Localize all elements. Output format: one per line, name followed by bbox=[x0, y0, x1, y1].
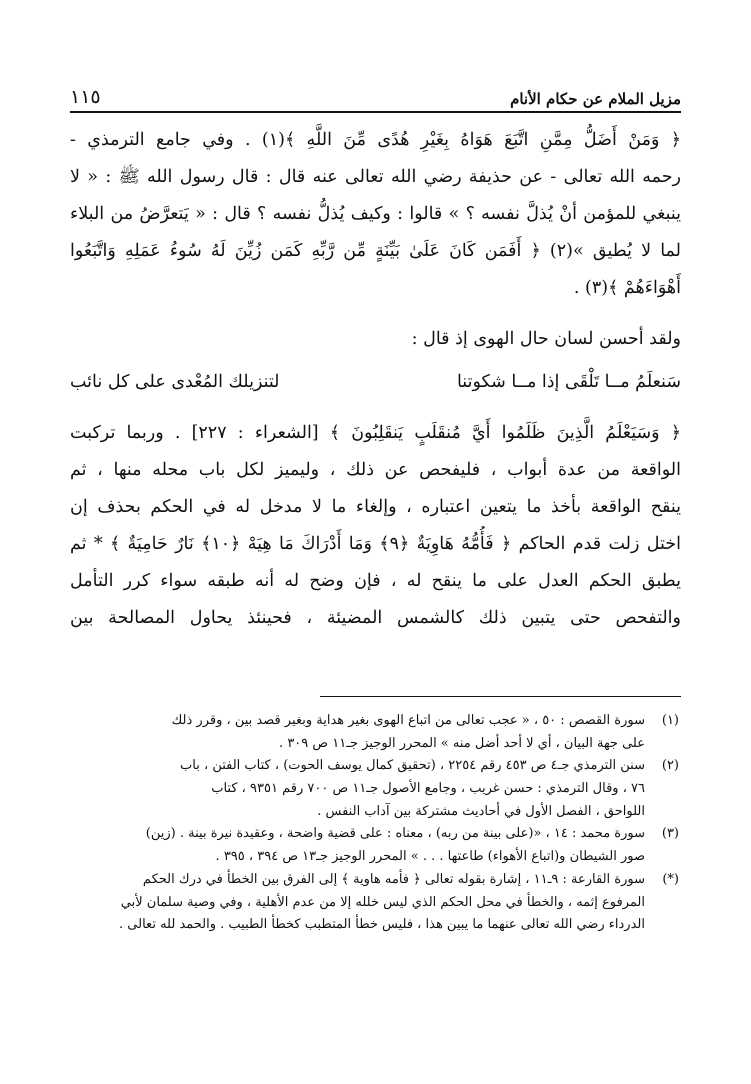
footnote bbox=[70, 755, 679, 823]
text-line: لما لا يُطيق »(٢) ﴿ أَفَمَن كَانَ عَلَىٰ بَيِّنَةٍ مِّن رَّبِّهِ كَمَن زُيِّنَ لَهُ سُوءُ عَمَلِهِ وَاتَّبَعُوا bbox=[70, 241, 681, 261]
footnote-separator bbox=[320, 696, 681, 697]
footnote-line: صور الشيطان و(اتباع الأهواء) طاعتها . . . » المحرر الوجيز جـ١٣ ص ٣٩٤ ، ٣٩٥ . bbox=[215, 849, 645, 865]
footnote-number: (٣) bbox=[661, 826, 679, 842]
footnote bbox=[70, 710, 679, 755]
footnote-number: (٢) bbox=[661, 758, 679, 774]
footnote-line: اللواحق ، الفصل الأول في أحاديث مشتركة بين آداب النفس . bbox=[317, 803, 645, 819]
text-line: ﴿ وَمَنْ أَضَلُّ مِمَّنِ اتَّبَعَ هَوَاهُ بِغَيْرِ هُدًى مِّنَ اللَّهِ ﴾(١) . وفي جامع الترمذي - bbox=[70, 130, 681, 150]
poem-hemistich-2: لتنزيلك المُعْدى على كل نائب bbox=[70, 372, 280, 392]
footnote-line: الدرداء رضي الله تعالى عنهما ما يبين هذا ، فليس خطأ المتطبب كخطأ الطبيب . والحمد لله تعالى . bbox=[119, 917, 645, 933]
text-line: أَهْوَاءَهُمْ ﴾(٣) . bbox=[573, 278, 681, 298]
page-header bbox=[70, 82, 681, 113]
text-line: يطبق الحكم العدل على ما ينقح له ، فإن وضح له أنه طبقه سواء كرر التأمل bbox=[70, 571, 681, 591]
footnote-line: على جهة البيان ، أي لا أحد أضل منه » المحرر الوجيز جـ١١ ص ٣٠٩ . bbox=[279, 735, 645, 751]
text-line: ينقح الواقعة بأخذ ما يتعين اعتباره ، وإلغاء ما لا مدخل له في الحكم بحذف إن bbox=[70, 497, 681, 517]
footnote-line: سنن الترمذي جـ٤ ص ٤٥٣ رقم ٢٢٥٤ ، (تحقيق كمال يوسف الحوت) ، كتاب الفتن ، باب bbox=[180, 758, 645, 774]
footnote-line: سورة القصص : ٥٠ ، « عجب تعالى من اتباع الهوى بغير هداية وبغير قصد بين ، وقرر ذلك bbox=[171, 713, 645, 728]
footnote-line: سورة محمد : ١٤ ، «(على بينة من ربه) ، معناه : على قضية واضحة ، وعقيدة نيرة بينة . (زين) bbox=[145, 826, 645, 842]
footnote-number: (*) bbox=[662, 871, 679, 887]
footnote bbox=[70, 823, 679, 868]
page-number: ١١٥ bbox=[70, 86, 101, 108]
footnote bbox=[70, 869, 679, 937]
text-line: ﴿ وَسَيَعْلَمُ الَّذِينَ ظَلَمُوا أَيَّ مُنقَلَبٍ يَنقَلِبُونَ ﴾ [الشعراء : ٢٢٧] . وربما تركبت bbox=[70, 423, 681, 443]
text-line: ينبغي للمؤمن أنْ يُذلَّ نفسه ؟ » قالوا : وكيف يُذلُّ نفسه ؟ قال : « يَتعرَّضُ من البلاء bbox=[70, 204, 681, 224]
footnote-line: المرفوع إثمه ، والخطأ في محل الحكم الذي ليس خلله إلا من عدم الأهلية ، وفي وصية سلمان لأبي bbox=[120, 894, 645, 910]
footnotes bbox=[70, 710, 679, 937]
text-line: اختل زلت قدم الحاكم ﴿ فَأُمُّهُ هَاوِيَةٌ ﴿٩﴾ وَمَا أَدْرَاكَ مَا هِيَهْ ﴿١٠﴾ نَارٌ حَامِيَةٌ ﴾ * ثم bbox=[70, 534, 681, 554]
book-title: مزيل الملام عن حكام الأنام bbox=[510, 90, 681, 108]
footnote-number: (١) bbox=[661, 713, 679, 728]
intro-line: ولقد أحسن لسان حال الهوى إذ قال : bbox=[411, 329, 681, 349]
main-text bbox=[70, 122, 681, 637]
footnote-line: ٧٦ ، وقال الترمذي : حسن غريب ، وجامع الأصول جـ١١ ص ٧٠٠ رقم ٩٣٥١ ، كتاب bbox=[211, 781, 645, 797]
poem-hemistich-1: سَنعلَمُ مــا تَلْقَى إذا مــا شكوتنا bbox=[456, 372, 681, 392]
text-line: رحمه الله تعالى - عن حذيفة رضي الله تعالى عنه قال : قال رسول الله ﷺ : « لا bbox=[70, 167, 681, 187]
text-line: والتفحص حتى يتبين ذلك كالشمس المضيئة ، فحينئذ يحاول المصالحة بين bbox=[70, 608, 681, 628]
poem-verse bbox=[70, 364, 681, 401]
footnote-line: سورة القارعة : ٩ـ١١ ، إشارة بقوله تعالى ﴿ فأمه هاوية ﴾ إلى الفرق بين الخطأ في درك الحكم bbox=[142, 871, 645, 887]
text-line: الواقعة من عدة أبواب ، فليفحص عن ذلك ، وليميز لكل باب محله منها ، ثم bbox=[70, 460, 681, 480]
